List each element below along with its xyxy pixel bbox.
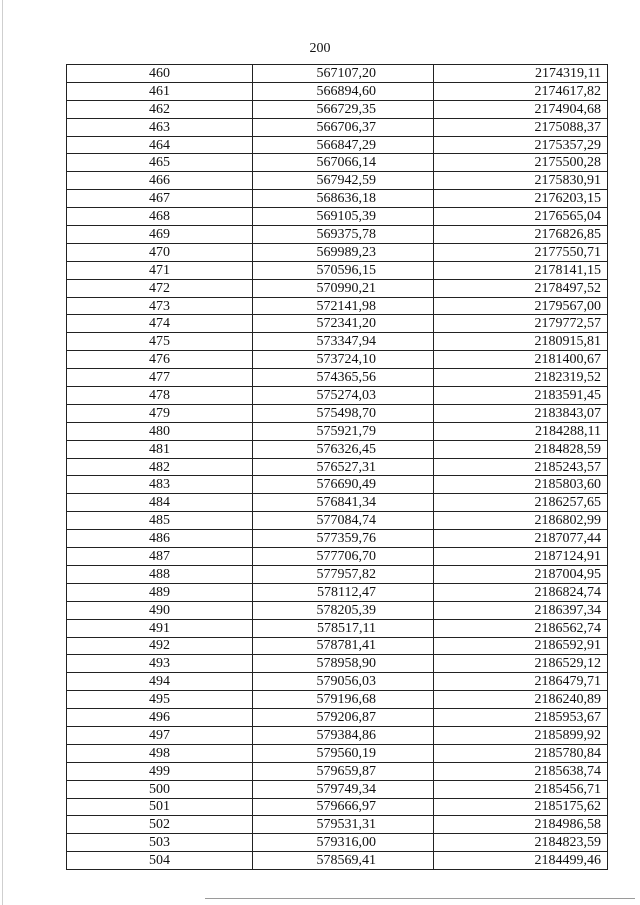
y-coordinate-cell: 2178141,15 [434, 261, 608, 279]
table-row [67, 601, 608, 619]
y-coordinate-cell: 2184499,46 [434, 852, 608, 870]
x-coordinate-cell: 568636,18 [253, 190, 434, 208]
table-row [67, 798, 608, 816]
y-coordinate-cell: 2175357,29 [434, 136, 608, 154]
x-coordinate-cell: 569375,78 [253, 226, 434, 244]
x-coordinate-cell: 579666,97 [253, 798, 434, 816]
x-coordinate-cell: 570990,21 [253, 279, 434, 297]
x-coordinate-cell: 569105,39 [253, 208, 434, 226]
point-number-cell: 470 [67, 243, 253, 261]
point-number-cell: 478 [67, 387, 253, 405]
table-row [67, 530, 608, 548]
table-row [67, 440, 608, 458]
table-row [67, 82, 608, 100]
y-coordinate-cell: 2179567,00 [434, 297, 608, 315]
point-number-cell: 472 [67, 279, 253, 297]
point-number-cell: 500 [67, 780, 253, 798]
point-number-cell: 485 [67, 512, 253, 530]
table-row [67, 208, 608, 226]
y-coordinate-cell: 2174904,68 [434, 100, 608, 118]
y-coordinate-cell: 2184986,58 [434, 816, 608, 834]
table-row [67, 583, 608, 601]
x-coordinate-cell: 576841,34 [253, 494, 434, 512]
x-coordinate-cell: 578112,47 [253, 583, 434, 601]
point-number-cell: 498 [67, 744, 253, 762]
point-number-cell: 461 [67, 82, 253, 100]
table-row [67, 548, 608, 566]
x-coordinate-cell: 569989,23 [253, 243, 434, 261]
table-row [67, 369, 608, 387]
point-number-cell: 482 [67, 458, 253, 476]
y-coordinate-cell: 2185780,84 [434, 744, 608, 762]
x-coordinate-cell: 577706,70 [253, 548, 434, 566]
y-coordinate-cell: 2185899,92 [434, 726, 608, 744]
y-coordinate-cell: 2185175,62 [434, 798, 608, 816]
table-row [67, 816, 608, 834]
point-number-cell: 487 [67, 548, 253, 566]
x-coordinate-cell: 579056,03 [253, 673, 434, 691]
y-coordinate-cell: 2183591,45 [434, 387, 608, 405]
point-number-cell: 471 [67, 261, 253, 279]
table-row [67, 619, 608, 637]
x-coordinate-cell: 576690,49 [253, 476, 434, 494]
table-row [67, 494, 608, 512]
table-row [67, 226, 608, 244]
point-number-cell: 503 [67, 834, 253, 852]
y-coordinate-cell: 2186529,12 [434, 655, 608, 673]
scan-edge-bottom [205, 898, 635, 899]
x-coordinate-cell: 566729,35 [253, 100, 434, 118]
x-coordinate-cell: 576527,31 [253, 458, 434, 476]
table-row [67, 673, 608, 691]
x-coordinate-cell: 579316,00 [253, 834, 434, 852]
y-coordinate-cell: 2186562,74 [434, 619, 608, 637]
y-coordinate-cell: 2186257,65 [434, 494, 608, 512]
x-coordinate-cell: 578205,39 [253, 601, 434, 619]
table-row [67, 315, 608, 333]
table-row [67, 297, 608, 315]
table-row [67, 243, 608, 261]
y-coordinate-cell: 2179772,57 [434, 315, 608, 333]
point-number-cell: 484 [67, 494, 253, 512]
y-coordinate-cell: 2186824,74 [434, 583, 608, 601]
y-coordinate-cell: 2186397,34 [434, 601, 608, 619]
point-number-cell: 479 [67, 404, 253, 422]
x-coordinate-cell: 579384,86 [253, 726, 434, 744]
y-coordinate-cell: 2175830,91 [434, 172, 608, 190]
x-coordinate-cell: 576326,45 [253, 440, 434, 458]
y-coordinate-cell: 2174617,82 [434, 82, 608, 100]
x-coordinate-cell: 577084,74 [253, 512, 434, 530]
table-row [67, 726, 608, 744]
table-row [67, 476, 608, 494]
x-coordinate-cell: 578958,90 [253, 655, 434, 673]
table-row [67, 190, 608, 208]
y-coordinate-cell: 2180915,81 [434, 333, 608, 351]
table-row [67, 100, 608, 118]
x-coordinate-cell: 575274,03 [253, 387, 434, 405]
y-coordinate-cell: 2178497,52 [434, 279, 608, 297]
y-coordinate-cell: 2183843,07 [434, 404, 608, 422]
point-number-cell: 465 [67, 154, 253, 172]
x-coordinate-cell: 567942,59 [253, 172, 434, 190]
table-row [67, 404, 608, 422]
y-coordinate-cell: 2187124,91 [434, 548, 608, 566]
point-number-cell: 492 [67, 637, 253, 655]
table-row [67, 333, 608, 351]
point-number-cell: 473 [67, 297, 253, 315]
point-number-cell: 481 [67, 440, 253, 458]
x-coordinate-cell: 579659,87 [253, 762, 434, 780]
x-coordinate-cell: 579206,87 [253, 709, 434, 727]
table-row [67, 172, 608, 190]
x-coordinate-cell: 578781,41 [253, 637, 434, 655]
table-row [67, 691, 608, 709]
table-row [67, 762, 608, 780]
point-number-cell: 464 [67, 136, 253, 154]
x-coordinate-cell: 567107,20 [253, 65, 434, 83]
x-coordinate-cell: 578517,11 [253, 619, 434, 637]
x-coordinate-cell: 577359,76 [253, 530, 434, 548]
point-number-cell: 502 [67, 816, 253, 834]
y-coordinate-cell: 2187004,95 [434, 565, 608, 583]
x-coordinate-cell: 579749,34 [253, 780, 434, 798]
y-coordinate-cell: 2175088,37 [434, 118, 608, 136]
x-coordinate-cell: 574365,56 [253, 369, 434, 387]
x-coordinate-cell: 573347,94 [253, 333, 434, 351]
x-coordinate-cell: 579560,19 [253, 744, 434, 762]
x-coordinate-cell: 575498,70 [253, 404, 434, 422]
table-row [67, 655, 608, 673]
table-row [67, 261, 608, 279]
point-number-cell: 486 [67, 530, 253, 548]
point-number-cell: 467 [67, 190, 253, 208]
x-coordinate-cell: 566847,29 [253, 136, 434, 154]
point-number-cell: 474 [67, 315, 253, 333]
table-row [67, 279, 608, 297]
point-number-cell: 462 [67, 100, 253, 118]
point-number-cell: 476 [67, 351, 253, 369]
y-coordinate-cell: 2184823,59 [434, 834, 608, 852]
y-coordinate-cell: 2175500,28 [434, 154, 608, 172]
x-coordinate-cell: 577957,82 [253, 565, 434, 583]
scan-edge-left [2, 0, 3, 905]
y-coordinate-cell: 2176826,85 [434, 226, 608, 244]
table-row [67, 565, 608, 583]
table-row [67, 744, 608, 762]
y-coordinate-cell: 2186592,91 [434, 637, 608, 655]
x-coordinate-cell: 573724,10 [253, 351, 434, 369]
point-number-cell: 460 [67, 65, 253, 83]
table-row [67, 709, 608, 727]
table-row [67, 65, 608, 83]
y-coordinate-cell: 2182319,52 [434, 369, 608, 387]
point-number-cell: 496 [67, 709, 253, 727]
x-coordinate-cell: 566706,37 [253, 118, 434, 136]
table-row [67, 637, 608, 655]
x-coordinate-cell: 578569,41 [253, 852, 434, 870]
point-number-cell: 494 [67, 673, 253, 691]
point-number-cell: 488 [67, 565, 253, 583]
point-number-cell: 483 [67, 476, 253, 494]
point-number-cell: 504 [67, 852, 253, 870]
point-number-cell: 490 [67, 601, 253, 619]
y-coordinate-cell: 2185456,71 [434, 780, 608, 798]
y-coordinate-cell: 2176203,15 [434, 190, 608, 208]
coordinates-table-body [67, 65, 608, 870]
x-coordinate-cell: 567066,14 [253, 154, 434, 172]
point-number-cell: 463 [67, 118, 253, 136]
y-coordinate-cell: 2186802,99 [434, 512, 608, 530]
point-number-cell: 491 [67, 619, 253, 637]
table-row [67, 136, 608, 154]
x-coordinate-cell: 575921,79 [253, 422, 434, 440]
table-row [67, 512, 608, 530]
table-row [67, 852, 608, 870]
point-number-cell: 493 [67, 655, 253, 673]
table-row [67, 118, 608, 136]
table-row [67, 154, 608, 172]
y-coordinate-cell: 2181400,67 [434, 351, 608, 369]
x-coordinate-cell: 579196,68 [253, 691, 434, 709]
point-number-cell: 497 [67, 726, 253, 744]
y-coordinate-cell: 2187077,44 [434, 530, 608, 548]
point-number-cell: 477 [67, 369, 253, 387]
point-number-cell: 466 [67, 172, 253, 190]
point-number-cell: 495 [67, 691, 253, 709]
point-number-cell: 475 [67, 333, 253, 351]
point-number-cell: 499 [67, 762, 253, 780]
table-row [67, 387, 608, 405]
table-row [67, 780, 608, 798]
table-row [67, 834, 608, 852]
y-coordinate-cell: 2174319,11 [434, 65, 608, 83]
y-coordinate-cell: 2184828,59 [434, 440, 608, 458]
point-number-cell: 469 [67, 226, 253, 244]
y-coordinate-cell: 2185953,67 [434, 709, 608, 727]
point-number-cell: 501 [67, 798, 253, 816]
y-coordinate-cell: 2176565,04 [434, 208, 608, 226]
point-number-cell: 468 [67, 208, 253, 226]
y-coordinate-cell: 2186240,89 [434, 691, 608, 709]
point-number-cell: 489 [67, 583, 253, 601]
table-row [67, 458, 608, 476]
point-number-cell: 480 [67, 422, 253, 440]
x-coordinate-cell: 570596,15 [253, 261, 434, 279]
y-coordinate-cell: 2186479,71 [434, 673, 608, 691]
y-coordinate-cell: 2185638,74 [434, 762, 608, 780]
coordinates-table [66, 64, 608, 870]
y-coordinate-cell: 2185803,60 [434, 476, 608, 494]
x-coordinate-cell: 579531,31 [253, 816, 434, 834]
page-number: 200 [309, 41, 331, 56]
table-row [67, 351, 608, 369]
table-row [67, 422, 608, 440]
y-coordinate-cell: 2177550,71 [434, 243, 608, 261]
x-coordinate-cell: 566894,60 [253, 82, 434, 100]
x-coordinate-cell: 572341,20 [253, 315, 434, 333]
y-coordinate-cell: 2185243,57 [434, 458, 608, 476]
x-coordinate-cell: 572141,98 [253, 297, 434, 315]
y-coordinate-cell: 2184288,11 [434, 422, 608, 440]
